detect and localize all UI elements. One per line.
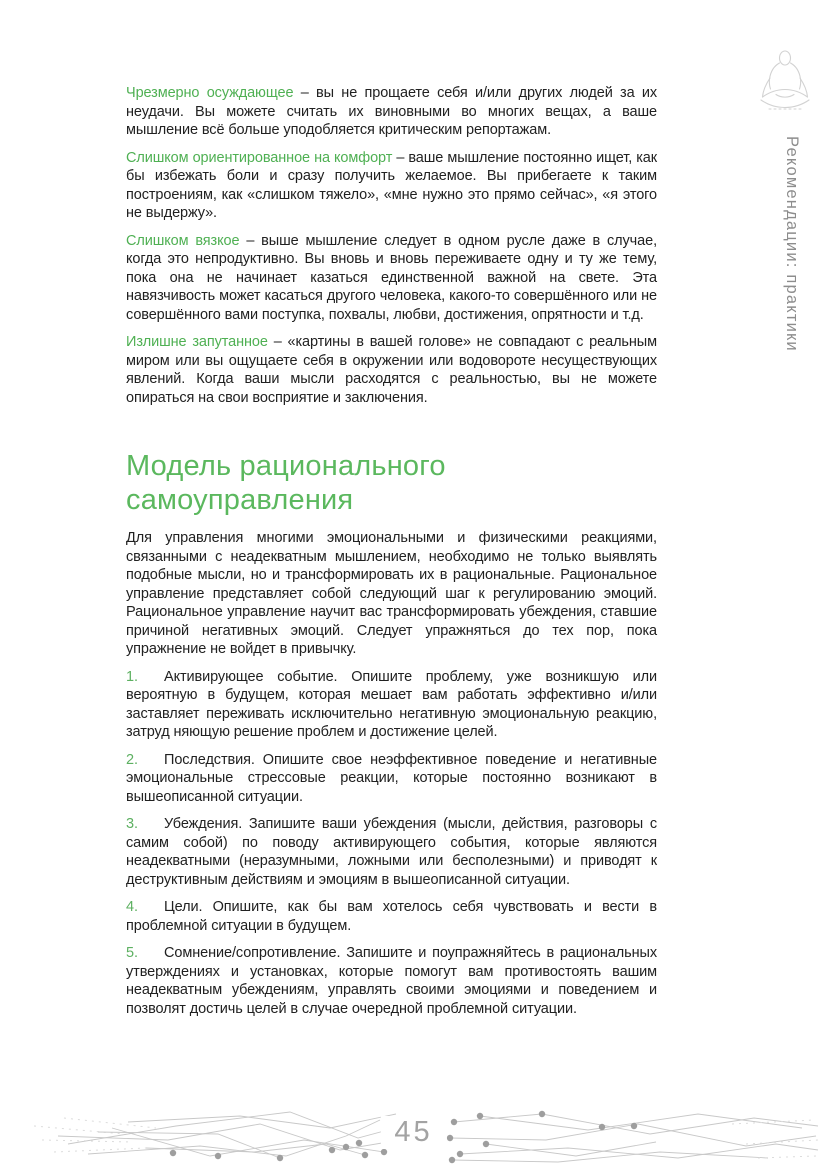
step-text: Цели. Опишите, как бы вам хотелось себя чувствовать и вести в проблемной ситуации в будущем. — [126, 899, 657, 934]
paragraph-overly-judgmental — [126, 84, 657, 140]
page-content — [126, 84, 657, 1027]
paragraph-lead: Слишком ориентированное на комфорт — [126, 149, 393, 166]
step-number: 1. — [126, 668, 138, 685]
step-text: Последствия. Опишите свое неэффективное поведение и негативные эмоциональные стрессовые реакции, которые постоянно возникают в вышеописанной ситуации. — [126, 751, 657, 805]
step-number: 2. — [126, 751, 138, 768]
paragraph-lead: Чрезмерно осуждающее — [126, 85, 294, 101]
step-number: 5. — [126, 945, 138, 961]
step-text: Убеждения. Запишите ваши убеждения (мысли, действия, разговоры с самим собой) по поводу активирующего события, которые являются неадекватными (неразумными, ложными или бесполезными) и приводят к деструктивным действиям и эмоциям в вышеописанной ситуации. — [126, 816, 657, 888]
network-decoration-right — [446, 1100, 821, 1170]
paragraph-overly-confused — [126, 333, 657, 407]
step-item-1 — [126, 668, 657, 742]
section-intro: Для управления многими эмоциональными и физическими реакциями, связанными с неадекватным мышлением, необходимо не только выявлять подобные мысли, но и трансформировать их в рациональные. Рациональное управление представляет собой следующий шаг к регулированию эмоций. Рациональное управление научит вас трансформировать убеждения, ставшие причиной негативных эмоций. Следует упражняться до тех пор, пока упражнение не войдет в привычку. — [126, 530, 657, 657]
step-item-3 — [126, 815, 657, 889]
paragraph-text: – выше мышление следует в одном русле даже в случае, когда это непродуктивно. Вы вновь и вновь переживаете одну и ту же тему, пока она не начинает казаться единственной важной на свете. Эта навязчивость может касаться другого человека, какого-то совершённого или не совершённого вами поступка, похвалы, любви, достижения, опрятности и т.д. — [126, 232, 657, 323]
step-number: 3. — [126, 816, 138, 832]
meditation-icon — [759, 48, 811, 110]
step-item-4 — [126, 898, 657, 935]
step-text: Активирующее событие. Опишите проблему, уже возникшую или вероятную в будущем, которая мешает вам работать эффективно и/или заставляет переживать исключительно негативную эмоциональную реакцию, затруд няющую решение проблем и достижение целей. — [126, 668, 657, 740]
step-number: 4. — [126, 899, 138, 915]
chapter-label: Рекомендации: практики — [783, 136, 801, 352]
paragraph-lead: Излишне запутанное — [126, 334, 268, 350]
network-decoration-left — [28, 1100, 420, 1170]
page-footer — [0, 1100, 827, 1170]
paragraph-lead: Слишком вязкое — [126, 232, 240, 249]
paragraph-text: – вы не прощаете себя и/или других людей за их неудачи. Вы можете считать их виновными во многих вещах, а ваше мышление всё больше уподобляется критическим репортажам. — [126, 85, 658, 138]
paragraph-text: – «картины в вашей голове» не совпадают с реальным миром или вы ощущаете себя в окружении или водовороте несуществующих явлений. Когда ваши мысли расходятся с реальностью, вы не можете опираться на свои восприятие и заключения. — [126, 334, 657, 406]
paragraph-too-viscous — [126, 232, 657, 325]
paragraph-text: – ваше мышление постоянно ищет, как бы избежать боли и сразу получить желаемое. Вы прибегаете к таким построениям, как «слишком тяжело», «мне нужно это прямо сейчас», «я этого не выдержу». — [126, 149, 657, 221]
paragraph-comfort-oriented — [126, 149, 657, 223]
page-number: 45 — [380, 1116, 446, 1149]
section-title: Модель рационального самоуправления — [126, 450, 446, 516]
step-text: Сомнение/сопротивление. Запишите и поупражняйтесь в рациональных утверждениях и установках, которые помогут вам противостоять вашим неадекватным убеждениям, управлять своими эмоциями и поведением и позволят достичь целей в случае очередной проблемной ситуации. — [126, 945, 657, 1017]
step-item-5 — [126, 944, 657, 1018]
step-item-2 — [126, 751, 657, 807]
